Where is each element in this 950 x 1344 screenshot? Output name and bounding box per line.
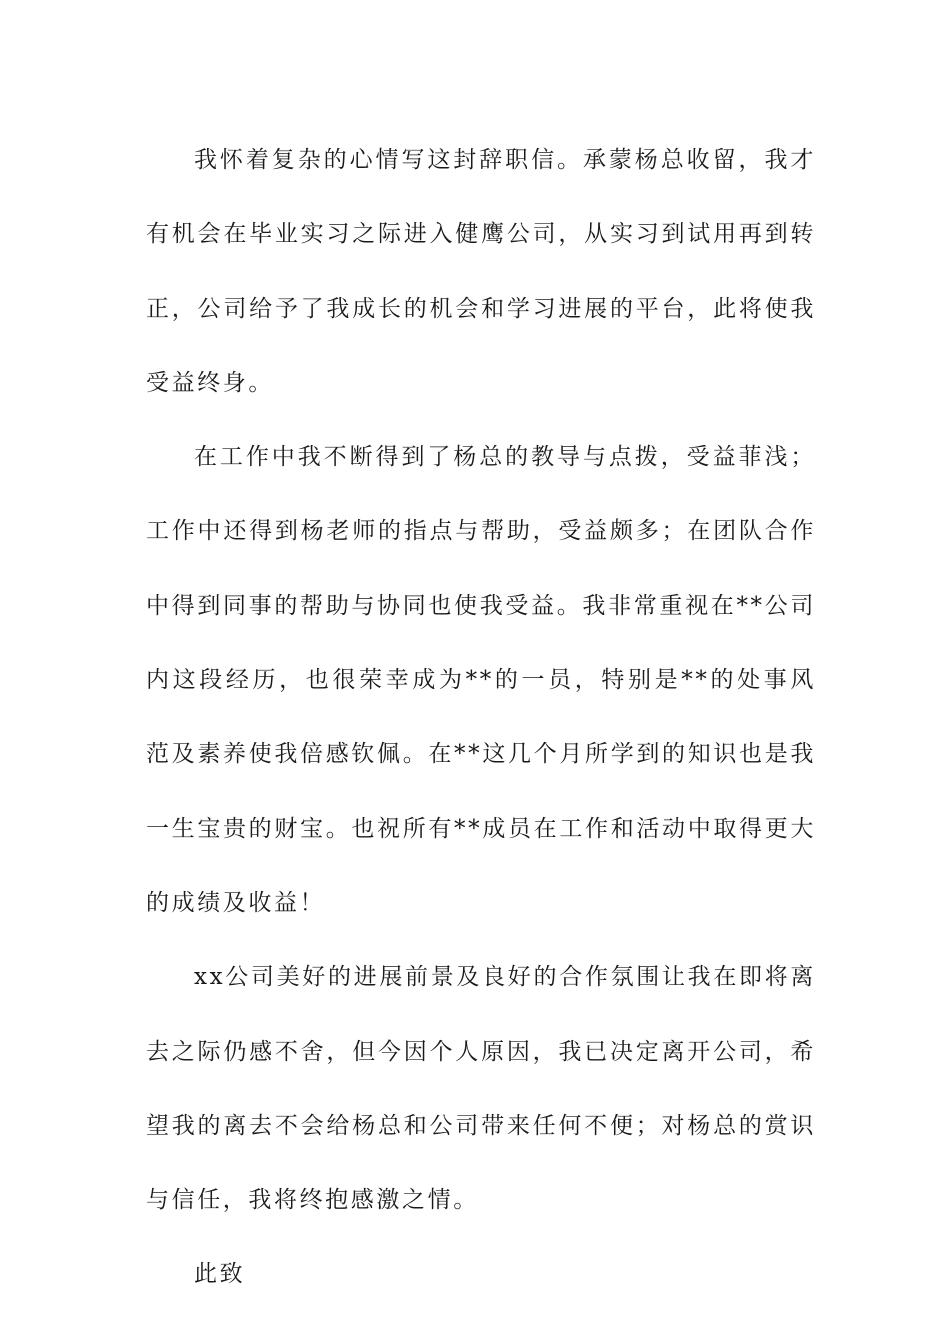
paragraph-2: 在工作中我不断得到了杨总的教导与点拨，受益菲浅；工作中还得到杨老师的指点与帮助，受益颇多；在团队合作中得到同事的帮助与协同也使我受益。我非常重视在**公司内这段经历，也很荣幸成为**的一员，特别是**的处事风范及素养使我倍感钦佩。在**这几个月所学到的知识也是我一生宝贵的财宝。也祝所有**成员在工作和活动中取得更大的成绩及收益！: [146, 444, 816, 916]
paragraph-3: xx公司美好的进展前景及良好的合作氛围让我在即将离去之际仍感不舍，但今因个人原因，我已决定离开公司，希望我的离去不会给杨总和公司带来任何不便；对杨总的赏识与信任，我将终抱感激之情。: [146, 964, 816, 1214]
letter-body: [146, 123, 816, 1312]
closing-salutation: 此致: [194, 1261, 246, 1288]
paragraph-1: 我怀着复杂的心情写这封辞职信。承蒙杨总收留，我才有机会在毕业实习之际进入健鹰公司，从实习到试用再到转正，公司给予了我成长的机会和学习进展的平台，此将使我受益终身。: [146, 147, 816, 396]
